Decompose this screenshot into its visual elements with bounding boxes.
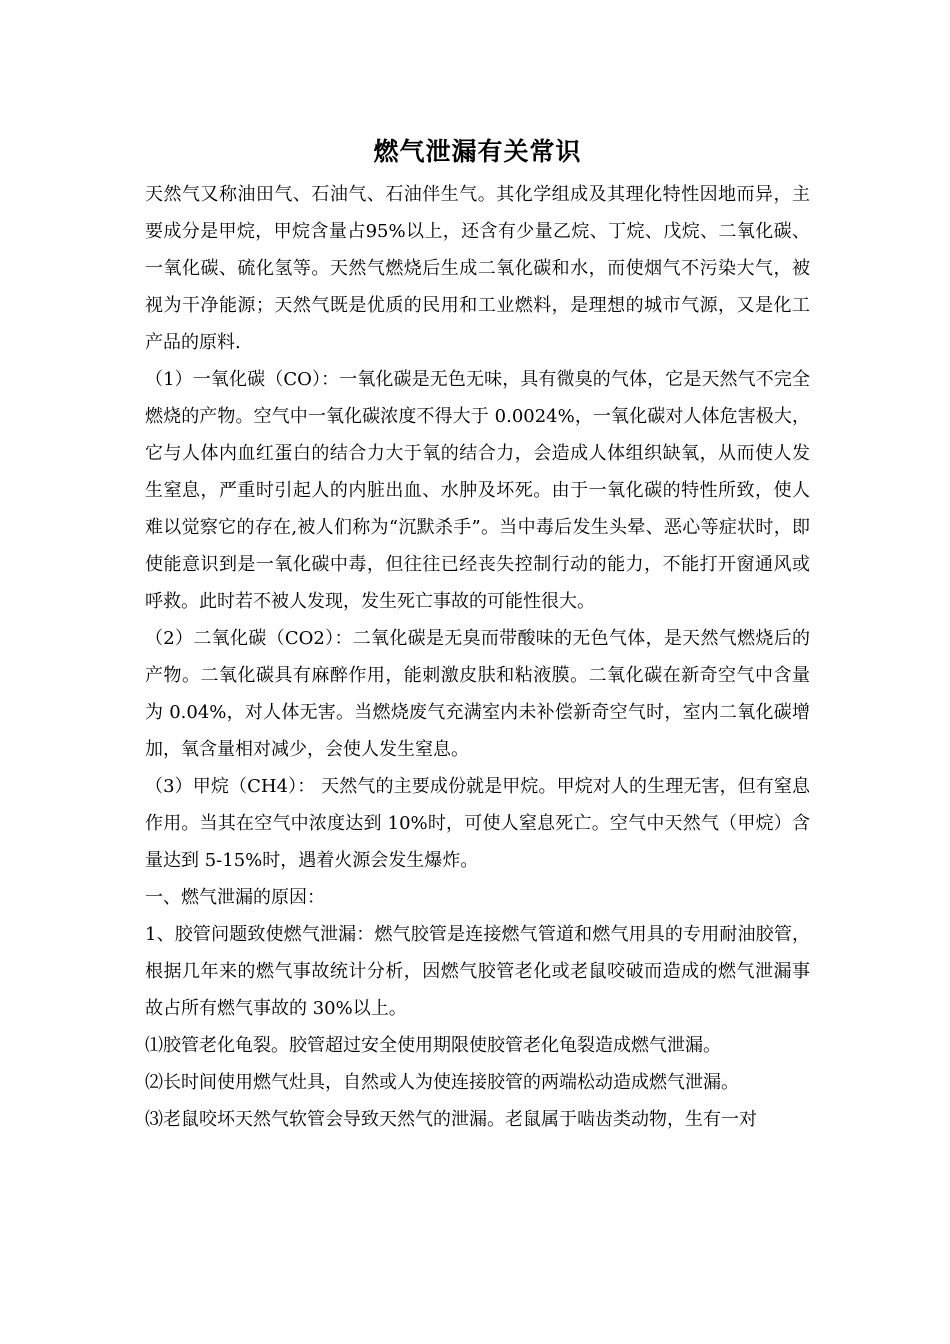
document-title: 燃气泄漏有关常识 <box>373 137 582 166</box>
section-heading-causes: 一、燃气泄漏的原因： <box>145 887 325 908</box>
paragraph-methane: （3）甲烷（CH4）： 天然气的主要成份就是甲烷。甲烷对人的生理无害，但有窒息作用。当其在空气中浓度达到 10%时，可使人窒息死亡。空气中天然气（甲烷）含量达到 5-15%时，遇着火源会发生爆炸。 <box>145 776 810 871</box>
paragraph-intro: 天然气又称油田气、石油气、石油伴生气。其化学组成及其理化特性因地而异，主要成分是甲烷，甲烷含量占95%以上，还含有少量乙烷、丁烷、戊烷、二氧化碳、一氧化碳、硫化氢等。天然气燃烧后生成二氧化碳和水，而使烟气不污染大气，被视为干净能源；天然气既是优质的民用和工业燃料，是理想的城市气源，又是化工产品的原料. <box>145 184 810 353</box>
list-item-loose-connection: ⑵长时间使用燃气灶具，自然或人为使连接胶管的两端松动造成燃气泄漏。 <box>145 1072 739 1093</box>
document-body <box>145 132 810 1138</box>
list-item-rodent-damage: ⑶老鼠咬坏天然气软管会导致天然气的泄漏。老鼠属于啮齿类动物，生有一对 <box>145 1109 757 1130</box>
list-item-hose-aging: ⑴胶管老化龟裂。胶管超过安全使用期限使胶管老化龟裂造成燃气泄漏。 <box>145 1035 721 1056</box>
paragraph-carbon-monoxide: （1）一氧化碳（CO）：一氧化碳是无色无味，具有微臭的气体，它是天然气不完全燃烧的产物。空气中一氧化碳浓度不得大于 0.0024%，一氧化碳对人体危害极大，它与人体内血红蛋白的结合力大于氧的结合力，会造成人体组织缺氧，从而使人发生窒息，严重时引起人的内脏出血、水肿及坏死。由于一氧化碳的特性所致，使人难以觉察它的存在,被人们称为“沉默杀手”。当中毒后发生头晕、恶心等症状时，即使能意识到是一氧化碳中毒，但往往已经丧失控制行动的能力，不能打开窗通风或呼救。此时若不被人发现，发生死亡事故的可能性很大。 <box>145 369 810 612</box>
paragraph-hose-problems: 1、胶管问题致使燃气泄漏：燃气胶管是连接燃气管道和燃气用具的专用耐油胶管，根据几年来的燃气事故统计分析，因燃气胶管老化或老鼠咬破而造成的燃气泄漏事故占所有燃气事故的 30%以上。 <box>145 924 810 1019</box>
paragraph-carbon-dioxide: （2）二氧化碳（CO2）：二氧化碳是无臭而带酸味的无色气体，是天然气燃烧后的产物。二氧化碳具有麻醉作用，能刺激皮肤和粘液膜。二氧化碳在新奇空气中含量为 0.04%，对人体无害。当燃烧废气充满室内未补偿新奇空气时，室内二氧化碳增加，氧含量相对减少，会使人发生窒息。 <box>145 628 810 760</box>
